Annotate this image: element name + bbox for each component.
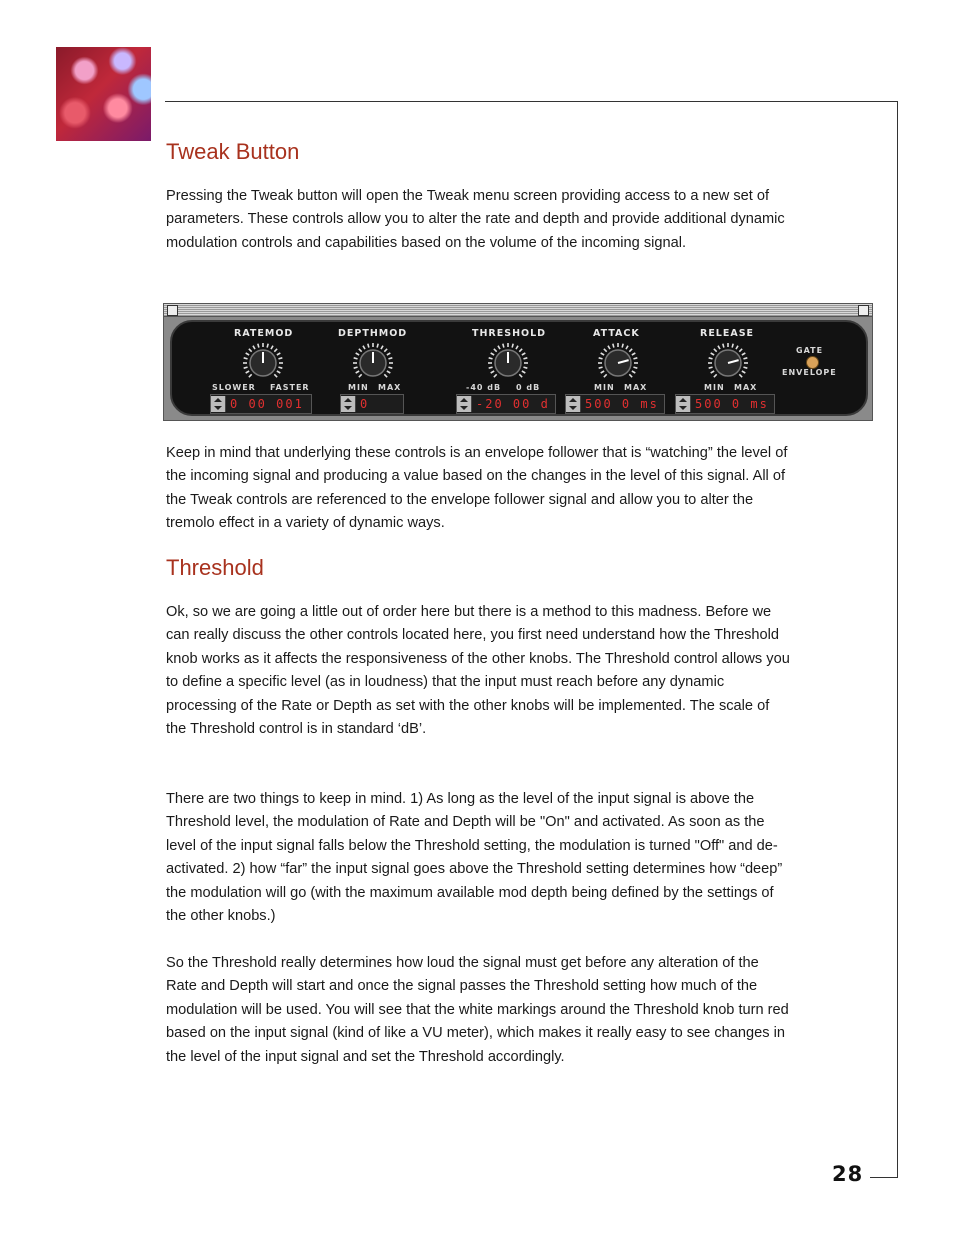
knob-tick	[249, 374, 252, 377]
knob-tick	[384, 349, 387, 352]
release-stepper[interactable]	[676, 396, 691, 412]
knob-tick	[519, 374, 522, 377]
depthmod-label: DEPTHMOD	[338, 328, 408, 339]
knob-tick	[489, 367, 493, 368]
knob-tick	[368, 344, 369, 348]
envelope-label: ENVELOPE	[782, 368, 837, 377]
knob-tick	[388, 367, 392, 368]
knob-tick	[274, 349, 277, 352]
knob-tick	[494, 349, 497, 352]
knob-tick	[359, 349, 362, 352]
depthmod-knob[interactable]	[350, 340, 396, 386]
knob-tick	[599, 367, 603, 368]
knob-tick	[489, 358, 493, 359]
knob-tick	[739, 374, 742, 377]
ratemod-min-label: SLOWER	[212, 383, 256, 392]
knob-tick	[491, 371, 494, 373]
knob-tick	[742, 371, 745, 373]
plugin-titlebar[interactable]	[164, 304, 872, 317]
attack-value: 500 0 ms	[585, 397, 659, 411]
knob-tick	[381, 346, 383, 349]
threshold-knob[interactable]	[485, 340, 531, 386]
knob-tick	[388, 358, 392, 359]
release-label: RELEASE	[700, 328, 755, 339]
knob-tick	[274, 374, 277, 377]
depthmod-max-label: MAX	[378, 383, 402, 392]
knob-tick	[608, 346, 610, 349]
release-value: 500 0 ms	[695, 397, 769, 411]
knob-tick	[718, 346, 720, 349]
knob-tick	[249, 349, 252, 352]
threshold-stepper[interactable]	[457, 396, 472, 412]
paragraph-threshold-summary: So the Threshold really determines how loud the signal must get before any alteration of the Rate and Depth will start and once the signal passes the Threshold setting how much of the modulation will be used. You will see that the white markings around the Threshold knob turn red based on the input signal (kind of like a VU meter), which makes it really easy to see changes in the level of the input signal and set the Threshold accordingly.	[166, 955, 789, 1065]
plugin-zoom-button[interactable]	[858, 305, 869, 316]
ratemod-readout[interactable]	[210, 394, 312, 414]
knob-tick	[632, 353, 635, 355]
knob-tick	[516, 346, 518, 349]
right-rule	[897, 101, 898, 1178]
knob-tick	[356, 371, 359, 373]
tweak-plugin-panel	[163, 303, 873, 421]
knob-tick	[277, 353, 280, 355]
knob-tick	[354, 367, 358, 368]
knob-tick	[633, 358, 637, 359]
attack-min-label: MIN	[594, 383, 615, 392]
paragraph-two-things: There are two things to keep in mind. 1) As long as the level of the input signal is above the Threshold level, the modulation of Rate and Depth will be "On" and activated. As soon as the level of the input signal falls below the Threshold setting, the modulation is turned "Off" and de-activated. 2) how “far” the input signal goes above the Threshold setting determines how “deep” the modulation will go (with the maximum available mod depth being defined by the settings of the other knobs.)	[166, 791, 783, 925]
knob-tick	[519, 349, 522, 352]
knob-tick	[384, 374, 387, 377]
release-max-label: MAX	[734, 383, 758, 392]
knob-tick	[632, 371, 635, 373]
paragraph-tweak-intro: Pressing the Tweak button will open the Tweak menu screen providing access to a new set of parameters. These controls allow you to alter the rate and depth and provide additional dynamic modulation controls and capabilities based on the volume of the incoming signal.	[166, 188, 785, 251]
knob-tick	[278, 367, 282, 368]
knob-tick	[714, 349, 717, 352]
attack-label: ATTACK	[593, 328, 640, 339]
knob-tick	[613, 344, 614, 348]
knob-tick	[743, 358, 747, 359]
threshold-value: -20 00 d	[476, 397, 550, 411]
bottom-rule	[870, 1177, 898, 1178]
ratemod-stepper[interactable]	[211, 396, 226, 412]
knob-tick	[491, 353, 494, 355]
attack-readout[interactable]	[565, 394, 665, 414]
knob-tick	[267, 344, 268, 348]
knob-tick	[354, 358, 358, 359]
ratemod-max-label: FASTER	[270, 383, 310, 392]
attack-max-label: MAX	[624, 383, 648, 392]
knob-tick	[743, 367, 747, 368]
depthmod-value: 0	[360, 397, 370, 411]
knob-tick	[271, 346, 273, 349]
knob-tick	[253, 346, 255, 349]
knob-tick	[512, 344, 513, 348]
paragraph-envelope-follower: Keep in mind that underlying these controls is an envelope follower that is “watching” the level of the incoming signal and producing a value based on the changes in the level of this signal. All of the Tweak controls are referenced to the envelope follower signal and allow you to alter the tremolo effect in a variety of dynamic ways.	[166, 445, 788, 532]
knob-tick	[736, 346, 738, 349]
knob-tick	[742, 353, 745, 355]
knob-tick	[387, 371, 390, 373]
knob-tick	[494, 374, 497, 377]
knob-tick	[622, 344, 623, 348]
knob-tick	[244, 358, 248, 359]
knob-tick	[739, 349, 742, 352]
knob-tick	[363, 346, 365, 349]
plugin-control-panel	[170, 320, 868, 416]
threshold-label: THRESHOLD	[472, 328, 547, 339]
knob-tick	[732, 344, 733, 348]
knob-tick	[522, 353, 525, 355]
depthmod-readout[interactable]	[340, 394, 404, 414]
knob-tick	[714, 374, 717, 377]
heading-tweak-button: Tweak Button	[166, 139, 300, 164]
knob-tick	[604, 349, 607, 352]
knob-tick	[604, 374, 607, 377]
knob-tick	[711, 371, 714, 373]
knob-tick	[626, 346, 628, 349]
attack-stepper[interactable]	[566, 396, 581, 412]
release-min-label: MIN	[704, 383, 725, 392]
knob-tick	[258, 344, 259, 348]
knob-tick	[629, 374, 632, 377]
ratemod-label: RATEMOD	[234, 328, 294, 339]
knob-tick	[523, 358, 527, 359]
knob-tick	[711, 353, 714, 355]
knob-tick	[246, 371, 249, 373]
ratemod-knob[interactable]	[240, 340, 286, 386]
knob-tick	[246, 353, 249, 355]
knob-tick	[387, 353, 390, 355]
depthmod-min-label: MIN	[348, 383, 369, 392]
gate-label: GATE	[796, 346, 824, 355]
knob-tick	[278, 358, 282, 359]
knob-tick	[377, 344, 378, 348]
depthmod-stepper[interactable]	[341, 396, 356, 412]
knob-tick	[523, 367, 527, 368]
threshold-min-label: -40 dB	[466, 383, 502, 392]
knob-tick	[356, 353, 359, 355]
knob-tick	[723, 344, 724, 348]
header-photo	[56, 47, 151, 141]
knob-tick	[503, 344, 504, 348]
knob-tick	[601, 353, 604, 355]
threshold-max-label: 0 dB	[516, 383, 541, 392]
top-rule	[165, 101, 898, 102]
release-readout[interactable]	[675, 394, 775, 414]
knob-tick	[359, 374, 362, 377]
knob-tick	[244, 367, 248, 368]
page-number: 28	[832, 1162, 864, 1186]
knob-tick	[599, 358, 603, 359]
knob-tick	[601, 371, 604, 373]
knob-tick	[709, 367, 713, 368]
heading-threshold: Threshold	[166, 555, 264, 580]
threshold-readout[interactable]	[456, 394, 556, 414]
knob-tick	[277, 371, 280, 373]
paragraph-threshold-intro: Ok, so we are going a little out of order here but there is a method to this madness. Before we can really discuss the other controls located here, you first need understand how the Threshold knob works as it affects the responsiveness of the other knobs. The Threshold control allows you to define a specific level (as in loudness) that the input must reach before any dynamic processing of the Rate or Depth as set with the other knobs will be implemented. The scale of the Threshold control is in standard ‘dB’.	[166, 604, 790, 738]
knob-tick	[629, 349, 632, 352]
knob-tick	[709, 358, 713, 359]
knob-tick	[498, 346, 500, 349]
knob-tick	[522, 371, 525, 373]
attack-knob[interactable]	[595, 340, 641, 386]
knob-tick	[633, 367, 637, 368]
ratemod-value: 0 00 001	[230, 397, 304, 411]
plugin-close-button[interactable]	[167, 305, 178, 316]
release-knob[interactable]	[705, 340, 751, 386]
